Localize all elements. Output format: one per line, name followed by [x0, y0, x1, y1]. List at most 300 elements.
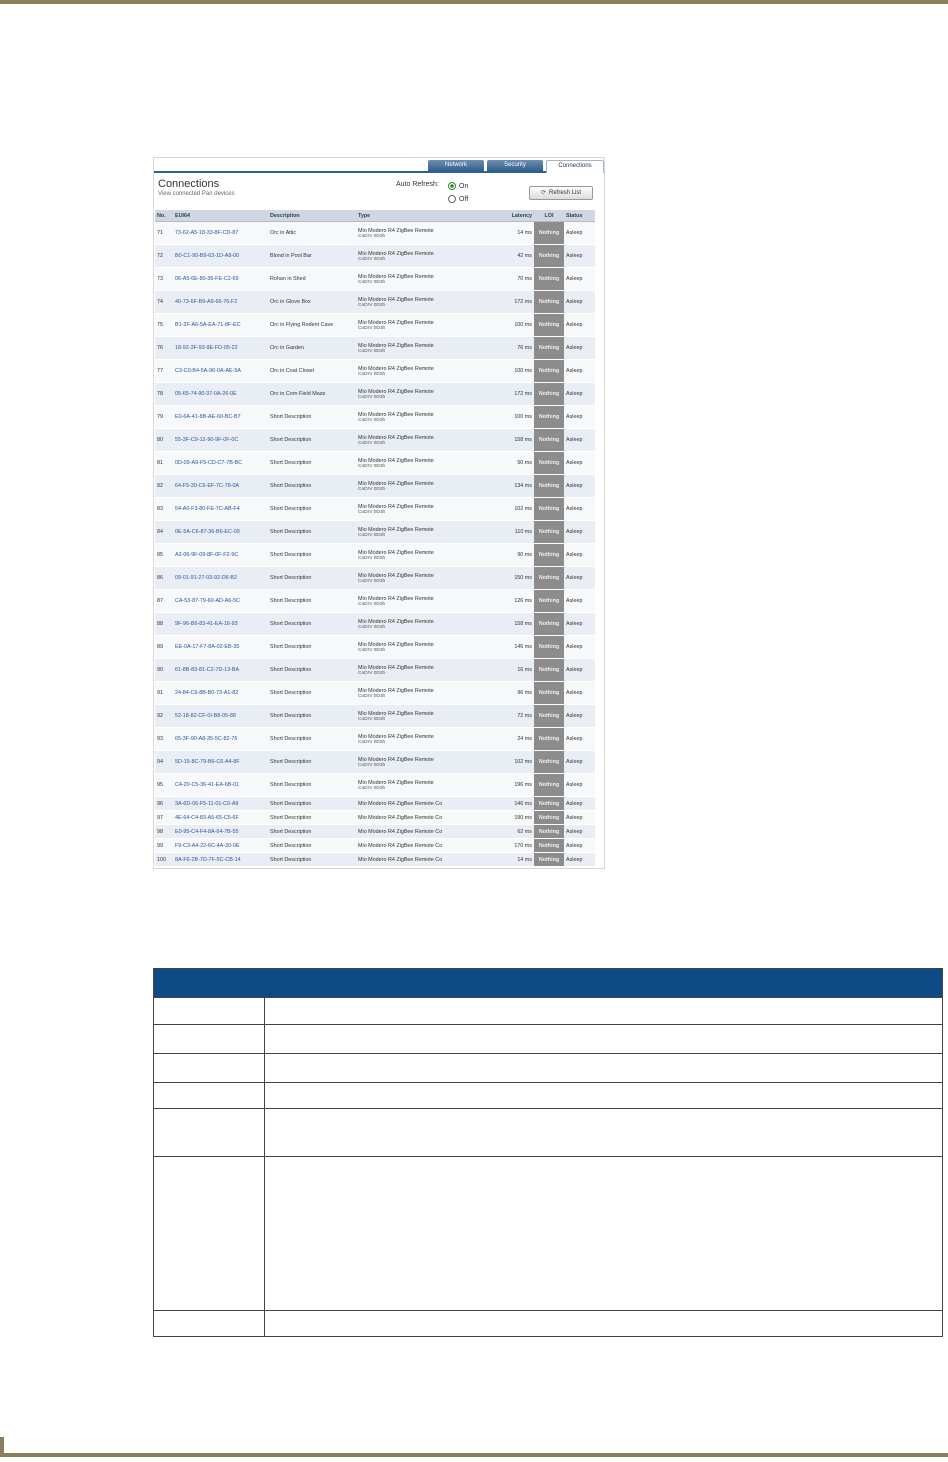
- loi-cell[interactable]: Nothing: [534, 452, 564, 475]
- eui64-cell[interactable]: 52-18-82-CF-0I-B8-05-88: [173, 705, 268, 728]
- type-line: Mio Modero R4 ZigBee Remote: [358, 503, 434, 510]
- table-row[interactable]: [155, 567, 595, 590]
- type-line: Mio Modero R4 ZigBee Remote: [358, 664, 434, 671]
- type-line: Mio Modero R4 ZigBee Remote: [358, 342, 434, 349]
- header-no[interactable]: No.: [155, 210, 173, 222]
- loi-cell[interactable]: Nothing: [534, 498, 564, 521]
- type-cell: [356, 337, 501, 360]
- latency-cell: 50 ms: [501, 452, 534, 475]
- row-number: 86: [155, 567, 173, 590]
- loi-cell[interactable]: Nothing: [534, 291, 564, 314]
- description-table-header: [154, 969, 942, 997]
- table-row[interactable]: [155, 774, 595, 797]
- status-cell: Asleep: [564, 751, 595, 774]
- type-cell: [356, 291, 501, 314]
- eui64-cell[interactable]: 05-65-74-90-37-0A-26-0E: [173, 383, 268, 406]
- table-row[interactable]: [155, 705, 595, 728]
- loi-cell[interactable]: Nothing: [534, 406, 564, 429]
- type-cell: [356, 567, 501, 590]
- loi-cell[interactable]: Nothing: [534, 811, 564, 825]
- loi-cell[interactable]: Nothing: [534, 613, 564, 636]
- header-status[interactable]: Status: [564, 210, 595, 222]
- latency-cell: 100 ms: [501, 406, 534, 429]
- page-bottom-rule: [0, 1453, 948, 1457]
- description-cell: Short Description: [268, 498, 356, 521]
- status-cell: Asleep: [564, 314, 595, 337]
- latency-cell: 100 ms: [501, 314, 534, 337]
- type-cell: [356, 314, 501, 337]
- header-latency[interactable]: Latency: [501, 210, 534, 222]
- eui64-cell[interactable]: 54-A0-F3-80-FE-7C-AB-F4: [173, 498, 268, 521]
- table-row[interactable]: [155, 222, 595, 245]
- description-cell: Short Description: [268, 452, 356, 475]
- latency-cell: 110 ms: [501, 521, 534, 544]
- eui64-cell[interactable]: A2-06-9F-09-8F-0F-F2-9C: [173, 544, 268, 567]
- type-cell: [356, 728, 501, 751]
- description-cell: Short Description: [268, 705, 356, 728]
- description-cell: Short Description: [268, 853, 356, 867]
- eui64-cell[interactable]: B0-C1-90-B9-63-1D-A8-00: [173, 245, 268, 268]
- eui64-cell[interactable]: E0-6A-41-8B-AE-60-BC-B7: [173, 406, 268, 429]
- description-cell: Rohan in Shed: [268, 268, 356, 291]
- type-cell: [356, 797, 501, 811]
- latency-cell: 158 ms: [501, 613, 534, 636]
- table-row[interactable]: [155, 291, 595, 314]
- status-cell: Asleep: [564, 825, 595, 839]
- type-subline: CoDrV 0D3h: [358, 532, 386, 538]
- eui64-cell[interactable]: 18-92-3F-93-9E-FD-05-22: [173, 337, 268, 360]
- type-subline: CoDrV 0D3h: [358, 325, 386, 331]
- loi-cell[interactable]: Nothing: [534, 590, 564, 613]
- row-number: 81: [155, 452, 173, 475]
- latency-cell: 172 ms: [501, 383, 534, 406]
- description-row: [154, 1310, 942, 1336]
- row-number: 76: [155, 337, 173, 360]
- description-row-label-cell: [154, 1054, 265, 1082]
- header-loi[interactable]: LOI: [534, 210, 564, 222]
- type-line: Mio Modero R4 ZigBee Remote Co: [358, 814, 443, 821]
- type-cell: [356, 774, 501, 797]
- status-cell: Asleep: [564, 291, 595, 314]
- type-subline: CoDrV 0D3h: [358, 624, 386, 630]
- table-row[interactable]: [155, 383, 595, 406]
- radio-off-label: Off: [459, 195, 469, 203]
- type-line: Mio Modero R4 ZigBee Remote Co: [358, 856, 443, 863]
- description-cell: Short Description: [268, 774, 356, 797]
- type-cell: [356, 452, 501, 475]
- loi-cell[interactable]: Nothing: [534, 222, 564, 245]
- description-cell: Short Description: [268, 825, 356, 839]
- page-subtitle: View connected Pan devices: [158, 191, 235, 197]
- latency-cell: 14 ms: [501, 853, 534, 867]
- status-cell: Asleep: [564, 659, 595, 682]
- type-subline: CoDrV 0D3h: [358, 693, 386, 699]
- description-row: [154, 1108, 942, 1156]
- row-number: 78: [155, 383, 173, 406]
- eui64-cell[interactable]: B1-2F-A6-5A-EA-71-8F-EC: [173, 314, 268, 337]
- eui64-cell[interactable]: 40-73-6F-B9-A9-66-76-F2: [173, 291, 268, 314]
- type-line: Mio Modero R4 ZigBee Remote: [358, 296, 434, 303]
- table-row[interactable]: [155, 452, 595, 475]
- row-number: 73: [155, 268, 173, 291]
- table-row[interactable]: [155, 636, 595, 659]
- loi-cell[interactable]: Nothing: [534, 797, 564, 811]
- radio-selected-icon: [448, 182, 456, 190]
- loi-cell[interactable]: Nothing: [534, 475, 564, 498]
- loi-cell[interactable]: Nothing: [534, 682, 564, 705]
- description-row: [154, 1024, 942, 1053]
- description-row: [154, 1082, 942, 1108]
- type-cell: [356, 498, 501, 521]
- eui64-cell[interactable]: 65-3F-90-A8-35-5C-82-76: [173, 728, 268, 751]
- latency-cell: 126 ms: [501, 590, 534, 613]
- type-line: Mio Modero R4 ZigBee Remote: [358, 227, 434, 234]
- auto-refresh-off-radio[interactable]: [448, 195, 468, 203]
- type-line: Mio Modero R4 ZigBee Remote: [358, 756, 434, 763]
- table-row[interactable]: [155, 853, 595, 867]
- row-number: 95: [155, 774, 173, 797]
- description-cell: Short Description: [268, 751, 356, 774]
- loi-cell[interactable]: Nothing: [534, 839, 564, 853]
- type-subline: CoDrV 0D3h: [358, 417, 386, 423]
- header-type[interactable]: Type: [356, 210, 501, 222]
- description-row: [154, 997, 942, 1024]
- eui64-cell[interactable]: 24-84-C6-8B-B0-73-A1-82: [173, 682, 268, 705]
- type-cell: [356, 268, 501, 291]
- status-cell: Asleep: [564, 705, 595, 728]
- status-cell: Asleep: [564, 222, 595, 245]
- type-line: Mio Modero R4 ZigBee Remote: [358, 411, 434, 418]
- eui64-cell[interactable]: 0E-5A-C6-87-36-B6-EC-09: [173, 521, 268, 544]
- description-row-label-cell: [154, 1025, 265, 1053]
- row-number: 84: [155, 521, 173, 544]
- description-cell: Orc in Flying Rodent Cave: [268, 314, 356, 337]
- table-row[interactable]: [155, 659, 595, 682]
- loi-cell[interactable]: Nothing: [534, 825, 564, 839]
- latency-cell: 76 ms: [501, 337, 534, 360]
- description-cell: Blond in Pool Bar: [268, 245, 356, 268]
- latency-cell: 102 ms: [501, 751, 534, 774]
- type-subline: CoDrV 0D3h: [358, 256, 386, 262]
- row-number: 97: [155, 811, 173, 825]
- row-number: 87: [155, 590, 173, 613]
- type-line: Mio Modero R4 ZigBee Remote Co: [358, 800, 443, 807]
- loi-cell[interactable]: Nothing: [534, 268, 564, 291]
- table-row[interactable]: [155, 751, 595, 774]
- type-subline: CoDrV 0D3h: [358, 647, 386, 653]
- type-subline: CoDrV 0D3h: [358, 348, 386, 354]
- table-row[interactable]: [155, 613, 595, 636]
- type-subline: CoDrV 0D3h: [358, 716, 386, 722]
- type-cell: [356, 544, 501, 567]
- type-cell: [356, 682, 501, 705]
- type-cell: [356, 245, 501, 268]
- table-row[interactable]: [155, 360, 595, 383]
- latency-cell: 134 ms: [501, 475, 534, 498]
- row-number: 71: [155, 222, 173, 245]
- type-line: Mio Modero R4 ZigBee Remote: [358, 779, 434, 786]
- type-line: Mio Modero R4 ZigBee Remote: [358, 273, 434, 280]
- table-row[interactable]: [155, 314, 595, 337]
- table-row[interactable]: [155, 728, 595, 751]
- tab-connections[interactable]: Connections: [546, 160, 604, 173]
- row-number: 94: [155, 751, 173, 774]
- eui64-cell[interactable]: 9F-96-B6-83-41-EA-16-93: [173, 613, 268, 636]
- latency-cell: 196 ms: [501, 774, 534, 797]
- table-row[interactable]: [155, 839, 595, 853]
- status-cell: Asleep: [564, 728, 595, 751]
- row-number: 92: [155, 705, 173, 728]
- status-cell: Asleep: [564, 475, 595, 498]
- type-line: Mio Modero R4 ZigBee Remote: [358, 250, 434, 257]
- description-cell: Short Description: [268, 590, 356, 613]
- status-cell: Asleep: [564, 245, 595, 268]
- loi-cell[interactable]: Nothing: [534, 383, 564, 406]
- type-line: Mio Modero R4 ZigBee Remote: [358, 641, 434, 648]
- row-number: 99: [155, 839, 173, 853]
- latency-cell: 70 ms: [501, 268, 534, 291]
- type-cell: [356, 590, 501, 613]
- loi-cell[interactable]: Nothing: [534, 314, 564, 337]
- loi-cell[interactable]: Nothing: [534, 853, 564, 867]
- eui64-cell[interactable]: F9-C3-A4-22-6C-4A-30-0E: [173, 839, 268, 853]
- latency-cell: 42 ms: [501, 245, 534, 268]
- description-cell: Orc in Glove Box: [268, 291, 356, 314]
- tab-bar: [154, 158, 605, 173]
- type-line: Mio Modero R4 ZigBee Remote Co: [358, 828, 443, 835]
- description-cell: Short Description: [268, 567, 356, 590]
- description-row-label-cell: [154, 1311, 265, 1336]
- status-cell: Asleep: [564, 811, 595, 825]
- type-cell: [356, 853, 501, 867]
- type-line: Mio Modero R4 ZigBee Remote: [358, 365, 434, 372]
- latency-cell: 170 ms: [501, 839, 534, 853]
- latency-cell: 150 ms: [501, 567, 534, 590]
- loi-cell[interactable]: Nothing: [534, 751, 564, 774]
- type-line: Mio Modero R4 ZigBee Remote: [358, 595, 434, 602]
- latency-cell: 16 ms: [501, 659, 534, 682]
- type-subline: CoDrV 0D3h: [358, 601, 386, 607]
- row-number: 75: [155, 314, 173, 337]
- loi-cell[interactable]: Nothing: [534, 659, 564, 682]
- eui64-cell[interactable]: 64-F5-30-C6-EF-7C-78-0A: [173, 475, 268, 498]
- row-number: 89: [155, 636, 173, 659]
- auto-refresh-on-radio[interactable]: [448, 182, 468, 190]
- status-cell: Asleep: [564, 268, 595, 291]
- type-cell: [356, 429, 501, 452]
- header-eui64[interactable]: EUI64: [173, 210, 268, 222]
- table-row[interactable]: [155, 590, 595, 613]
- type-line: Mio Modero R4 ZigBee Remote: [358, 549, 434, 556]
- loi-cell[interactable]: Nothing: [534, 544, 564, 567]
- table-row[interactable]: [155, 268, 595, 291]
- row-number: 100: [155, 853, 173, 867]
- description-cell: Short Description: [268, 839, 356, 853]
- status-cell: Asleep: [564, 360, 595, 383]
- type-subline: CoDrV 0D3h: [358, 463, 386, 469]
- type-line: Mio Modero R4 ZigBee Remote: [358, 319, 434, 326]
- type-cell: [356, 659, 501, 682]
- description-row-label-cell: [154, 1157, 265, 1310]
- status-cell: Asleep: [564, 429, 595, 452]
- description-cell: Short Description: [268, 544, 356, 567]
- type-subline: CoDrV 0D3h: [358, 762, 386, 768]
- type-line: Mio Modero R4 ZigBee Remote Co: [358, 842, 443, 849]
- eui64-cell[interactable]: 3A-6D-06-F5-11-01-C0-A9: [173, 797, 268, 811]
- loi-cell[interactable]: Nothing: [534, 337, 564, 360]
- row-number: 88: [155, 613, 173, 636]
- table-row[interactable]: [155, 245, 595, 268]
- loi-cell[interactable]: Nothing: [534, 774, 564, 797]
- auto-refresh-label: Auto Refresh:: [396, 181, 439, 188]
- type-subline: CoDrV 0D3h: [358, 555, 386, 561]
- row-number: 80: [155, 429, 173, 452]
- table-row[interactable]: [155, 544, 595, 567]
- radio-unselected-icon: [448, 195, 456, 203]
- connections-table: [155, 210, 595, 867]
- type-line: Mio Modero R4 ZigBee Remote: [358, 618, 434, 625]
- page-corner-mark: [0, 1437, 4, 1457]
- eui64-cell[interactable]: 55-3F-C9-12-90-9F-0F-0C: [173, 429, 268, 452]
- loi-cell[interactable]: Nothing: [534, 245, 564, 268]
- type-cell: [356, 705, 501, 728]
- type-subline: CoDrV 0D3h: [358, 371, 386, 377]
- description-cell: Orc in Coat Closet: [268, 360, 356, 383]
- table-row[interactable]: [155, 475, 595, 498]
- loi-cell[interactable]: Nothing: [534, 636, 564, 659]
- type-cell: [356, 811, 501, 825]
- loi-cell[interactable]: Nothing: [534, 728, 564, 751]
- description-cell: Short Description: [268, 475, 356, 498]
- status-cell: Asleep: [564, 544, 595, 567]
- type-line: Mio Modero R4 ZigBee Remote: [358, 388, 434, 395]
- type-line: Mio Modero R4 ZigBee Remote: [358, 710, 434, 717]
- eui64-cell[interactable]: 4E-64-C4-83-A5-65-C5-6F: [173, 811, 268, 825]
- type-subline: CoDrV 0D3h: [358, 578, 386, 584]
- radio-on-label: On: [459, 182, 469, 190]
- status-cell: Asleep: [564, 337, 595, 360]
- eui64-cell[interactable]: E0-95-C4-F4-8A-64-7B-55: [173, 825, 268, 839]
- type-line: Mio Modero R4 ZigBee Remote: [358, 687, 434, 694]
- description-cell: Short Description: [268, 429, 356, 452]
- loi-cell[interactable]: Nothing: [534, 567, 564, 590]
- table-row[interactable]: [155, 429, 595, 452]
- loi-cell[interactable]: Nothing: [534, 429, 564, 452]
- description-row: [154, 1156, 942, 1310]
- status-cell: Asleep: [564, 682, 595, 705]
- loi-cell[interactable]: Nothing: [534, 360, 564, 383]
- table-row[interactable]: [155, 797, 595, 811]
- latency-cell: 158 ms: [501, 429, 534, 452]
- type-subline: CoDrV 0D3h: [358, 394, 386, 400]
- type-subline: CoDrV 0D3h: [358, 440, 386, 446]
- status-cell: Asleep: [564, 452, 595, 475]
- type-cell: [356, 825, 501, 839]
- description-cell: Short Description: [268, 406, 356, 429]
- eui64-cell[interactable]: C3-C0-B4-5A-96-0A-AE-5A: [173, 360, 268, 383]
- latency-cell: 100 ms: [501, 360, 534, 383]
- type-cell: [356, 613, 501, 636]
- eui64-cell[interactable]: 09-01-91-27-03-92-D6-B2: [173, 567, 268, 590]
- latency-cell: 14 ms: [501, 222, 534, 245]
- latency-cell: 90 ms: [501, 544, 534, 567]
- latency-cell: 62 ms: [501, 825, 534, 839]
- eui64-cell[interactable]: 8A-F6-2B-7D-7F-5C-CB-14: [173, 853, 268, 867]
- latency-cell: 146 ms: [501, 797, 534, 811]
- eui64-cell[interactable]: 61-8B-83-81-C2-7D-13-BA: [173, 659, 268, 682]
- status-cell: Asleep: [564, 613, 595, 636]
- type-line: Mio Modero R4 ZigBee Remote: [358, 733, 434, 740]
- table-row[interactable]: [155, 498, 595, 521]
- eui64-cell[interactable]: C4-20-C5-36-41-EA-6B-01: [173, 774, 268, 797]
- eui64-cell[interactable]: EE-0A-17-F7-8A-02-EB-35: [173, 636, 268, 659]
- refresh-button-label: Refresh List: [549, 190, 582, 196]
- row-number: 72: [155, 245, 173, 268]
- type-subline: CoDrV 0D3h: [358, 739, 386, 745]
- table-row[interactable]: [155, 521, 595, 544]
- type-subline: CoDrV 0D3h: [358, 302, 386, 308]
- type-line: Mio Modero R4 ZigBee Remote: [358, 526, 434, 533]
- tab-security[interactable]: Security: [487, 160, 543, 171]
- table-header-row: [155, 210, 595, 222]
- table-row[interactable]: [155, 811, 595, 825]
- description-cell: Short Description: [268, 728, 356, 751]
- eui64-cell[interactable]: 73-62-A5-18-33-8F-CD-87: [173, 222, 268, 245]
- type-subline: CoDrV 0D3h: [358, 233, 386, 239]
- header-description[interactable]: Description: [268, 210, 356, 222]
- type-line: Mio Modero R4 ZigBee Remote: [358, 572, 434, 579]
- description-row: [154, 1053, 942, 1082]
- eui64-cell[interactable]: 06-A5-6E-80-36-FE-C2-69: [173, 268, 268, 291]
- type-cell: [356, 383, 501, 406]
- eui64-cell[interactable]: 0D-09-A9-F5-CD-C7-7B-BC: [173, 452, 268, 475]
- status-cell: Asleep: [564, 498, 595, 521]
- latency-cell: 190 ms: [501, 811, 534, 825]
- status-cell: Asleep: [564, 406, 595, 429]
- table-row[interactable]: [155, 825, 595, 839]
- tab-network[interactable]: Network: [428, 160, 484, 171]
- table-row[interactable]: [155, 406, 595, 429]
- page-top-rule: [0, 0, 948, 4]
- refresh-list-button[interactable]: [529, 186, 593, 200]
- status-cell: Asleep: [564, 636, 595, 659]
- row-number: 85: [155, 544, 173, 567]
- status-cell: Asleep: [564, 774, 595, 797]
- row-number: 96: [155, 797, 173, 811]
- type-line: Mio Modero R4 ZigBee Remote: [358, 457, 434, 464]
- status-cell: Asleep: [564, 567, 595, 590]
- table-row[interactable]: [155, 337, 595, 360]
- type-cell: [356, 636, 501, 659]
- type-subline: CoDrV 0D3h: [358, 509, 386, 515]
- description-cell: Short Description: [268, 659, 356, 682]
- status-cell: Asleep: [564, 853, 595, 867]
- description-row-label-cell: [154, 1109, 265, 1156]
- description-row-label-cell: [154, 1083, 265, 1108]
- description-cell: Short Description: [268, 811, 356, 825]
- table-row[interactable]: [155, 682, 595, 705]
- page-title: Connections: [158, 178, 220, 190]
- type-cell: [356, 222, 501, 245]
- description-cell: Short Description: [268, 521, 356, 544]
- row-number: 98: [155, 825, 173, 839]
- row-number: 83: [155, 498, 173, 521]
- eui64-cell[interactable]: 5D-15-8C-79-B6-C6-A4-8F: [173, 751, 268, 774]
- loi-cell[interactable]: Nothing: [534, 705, 564, 728]
- description-cell: Orc in Corn Field Maze: [268, 383, 356, 406]
- eui64-cell[interactable]: CA-53-87-79-60-AD-A6-5C: [173, 590, 268, 613]
- loi-cell[interactable]: Nothing: [534, 521, 564, 544]
